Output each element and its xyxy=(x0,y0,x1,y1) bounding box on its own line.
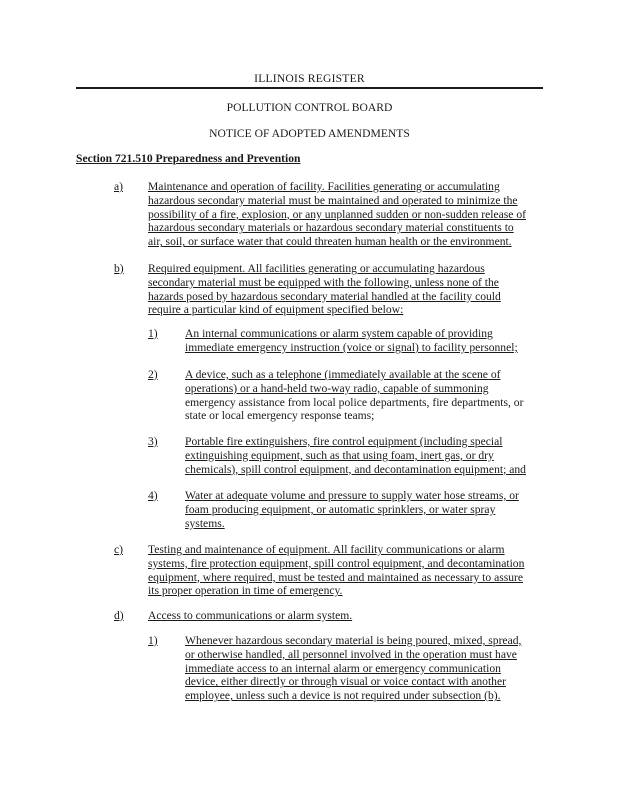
item-d1-line: device, either directly or through visual or voice contact with another xyxy=(185,675,506,689)
item-b-marker: b) xyxy=(114,262,124,275)
item-b2-line: A device, such as a telephone (immediately available at the scene of xyxy=(185,368,501,381)
item-d1-line: Whenever hazardous secondary material is being poured, mixed, spread, xyxy=(185,634,522,647)
item-d-text xyxy=(148,609,548,623)
item-b-line: secondary material must be equipped with the following, unless none of the xyxy=(148,275,499,289)
item-b2-text xyxy=(185,368,545,423)
board-name: POLLUTION CONTROL BOARD xyxy=(226,101,393,114)
item-b2-line: emergency assistance from local police departments, fire departments, or xyxy=(185,395,524,409)
item-d-line: Access to communications or alarm system. xyxy=(148,609,353,622)
item-b-line: hazards posed by hazardous secondary material handled at the facility could xyxy=(148,289,501,303)
item-b1-marker: 1) xyxy=(148,327,158,340)
item-d1-text xyxy=(185,634,545,703)
item-a-line: possibility of a fire, explosion, or any unplanned sudden or non-sudden release of xyxy=(148,207,526,221)
item-b3-line: extinguishing equipment, such as that using foam, inert gas, or dry xyxy=(185,448,494,462)
item-d1-line: or otherwise handled, all personnel involved in the operation must have xyxy=(185,647,517,661)
item-b4-text xyxy=(185,489,545,530)
item-b1-line: immediate emergency instruction (voice or signal) to facility personnel; xyxy=(185,340,518,354)
item-a-line: Maintenance and operation of facility. Facilities generating or accumulating xyxy=(148,180,500,193)
item-d1-marker: 1) xyxy=(148,634,158,647)
item-b4-line: foam producing equipment, or automatic sprinklers, or water spray xyxy=(185,502,496,516)
item-b3-line: Portable fire extinguishers, fire control equipment (including special xyxy=(185,435,503,448)
section-heading: Section 721.510 Preparedness and Prevention xyxy=(76,152,301,165)
register-title: ILLINOIS REGISTER xyxy=(254,72,365,85)
header-divider xyxy=(76,87,543,89)
notice-title: NOTICE OF ADOPTED AMENDMENTS xyxy=(209,127,410,140)
item-a-line: hazardous secondary materials or hazardous secondary material constituents to xyxy=(148,221,514,235)
item-a-line: hazardous secondary material must be maintained and operated to minimize the xyxy=(148,193,518,207)
item-b-line: Required equipment. All facilities generating or accumulating hazardous xyxy=(148,262,485,275)
item-d-marker: d) xyxy=(114,609,124,622)
item-c-marker: c) xyxy=(114,543,124,556)
item-b4-line: systems. xyxy=(185,516,225,530)
item-b3-line: chemicals), spill control equipment, and decontamination equipment; and xyxy=(185,462,526,476)
item-b3-marker: 3) xyxy=(148,435,158,448)
item-b-text xyxy=(148,262,548,317)
item-c-line: systems, fire protection equipment, spill control equipment, and decontamination xyxy=(148,556,525,570)
item-b-line: require a particular kind of equipment specified below: xyxy=(148,303,404,317)
item-d1-line: immediate access to an internal alarm or emergency communication xyxy=(185,661,501,675)
item-b2-line: state or local emergency response teams; xyxy=(185,409,375,423)
item-d1-line: employee, unless such a device is not required under subsection (b). xyxy=(185,689,501,703)
item-a-text xyxy=(148,180,548,249)
item-b4-line: Water at adequate volume and pressure to supply water hose streams, or xyxy=(185,489,519,502)
item-a-line: air, soil, or surface water that could threaten human health or the environment. xyxy=(148,235,512,249)
item-b4-marker: 4) xyxy=(148,489,158,502)
item-c-line: equipment, where required, must be tested and maintained as necessary to assure xyxy=(148,570,524,584)
item-c-text xyxy=(148,543,548,598)
item-b1-text xyxy=(185,327,545,355)
item-a-marker: a) xyxy=(114,180,124,193)
item-c-line: Testing and maintenance of equipment. All facility communications or alarm xyxy=(148,543,505,556)
item-b2-marker: 2) xyxy=(148,368,158,381)
item-b1-line: An internal communications or alarm system capable of providing xyxy=(185,327,493,340)
item-b3-text xyxy=(185,435,545,476)
item-c-line: its proper operation in time of emergency. xyxy=(148,584,343,598)
item-b2-line: operations) or a hand-held two-way radio, capable of summoning xyxy=(185,381,489,395)
